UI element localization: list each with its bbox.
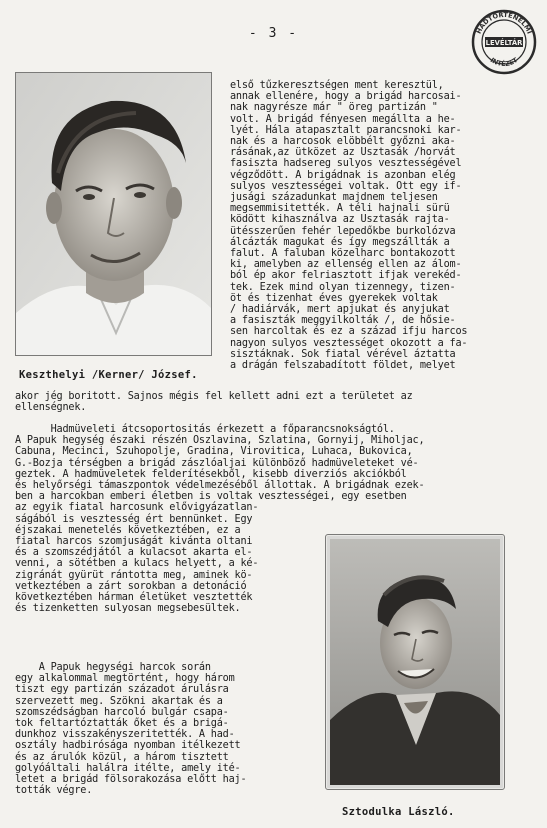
text-line: lyét. Hála atapasztalt parancsnoki kar- <box>230 124 462 136</box>
text-line: ki, amelyben az ellenség ellen az álom- <box>230 259 462 271</box>
right-column-text <box>230 80 467 371</box>
text-line: az egyik fiatal harcosunk elővigyázatlan- <box>15 502 259 514</box>
text-line: fiatal harcos szomjuságát kivánta oltani <box>15 536 253 548</box>
text-line: végződött. A brigádnak is azonban elég <box>230 169 456 181</box>
text-line: sen harcoltak és ez a század ifju harcos <box>230 326 468 338</box>
text-line: tiszt egy partizán századot árulásra <box>15 684 229 696</box>
text-line: volt. A brigád fényesen megállta a he- <box>230 113 456 125</box>
lower-left-text <box>15 662 246 796</box>
stamp-top-text: HADTÖRTÉNELMI <box>474 10 534 36</box>
text-line: egy alkalommal megtörtént, hogy három <box>15 673 235 685</box>
svg-text:INTÉZET <box>489 56 520 68</box>
text-line: letet a brigád fölsorakozása előtt haj- <box>15 774 247 786</box>
text-line: golyóáltali halálra itélte, amely ité- <box>15 762 241 774</box>
text-line: / hadiárvák, mert apjukat és anyjukat <box>230 304 450 316</box>
text-line: venni, a sötétben a kulacs helyett, a ké- <box>15 558 259 570</box>
text-line: és tizenketten sulyosan megsebesültek. <box>15 603 241 615</box>
text-line: a drágán felszabadított földet, melyet <box>230 360 456 372</box>
photo-caption-sztodulka: Sztodulka László. <box>342 806 455 818</box>
portrait-photo-keszthelyi <box>15 72 212 356</box>
text-line: szervezett meg. Szökni akartak és a <box>15 695 223 707</box>
photo-caption-keszthelyi: Keszthelyi /Kerner/ József. <box>19 369 198 381</box>
text-line: zigránát gyürüt rántotta meg, aminek kö- <box>15 569 253 581</box>
text-line: akor jég boritott. Sajnos mégis fel kellett adni ezt a területet az <box>15 391 413 402</box>
text-line: jusági századunkat majdnem teljesen <box>230 192 438 204</box>
text-line: ból ép akor felriasztott ifjak verekéd- <box>230 270 462 282</box>
stamp-center-text: LEVÉLTÁR <box>485 38 523 47</box>
text-line: ellenségnek. <box>15 402 87 414</box>
text-line: nagyon sulyos vesztességet okozott a fa- <box>230 337 468 349</box>
full-width-text <box>15 391 413 413</box>
text-line: tották végre. <box>15 785 93 797</box>
text-line: ságából is vesztesség ért bennünket. Egy <box>15 513 253 525</box>
text-line: megsemmisitették. A téli hajnali sürü <box>230 203 450 215</box>
text-line: ben a harcokban emberi életben is voltak vesztességei, egy esetben <box>15 491 407 503</box>
text-line: első tűzkeresztségen ment keresztül, <box>230 80 444 91</box>
text-line: tek. Ezek mind olyan tizennegy, tizen- <box>230 281 456 293</box>
svg-text:HADTÖRTÉNELMI <box>475 10 534 35</box>
page-number: - 3 - <box>248 26 299 41</box>
text-line: következtében hárman életüket vesztették <box>15 592 253 604</box>
text-line: A Papuk hegységi harcok során <box>15 662 211 673</box>
text-line: Cabuna, Mecinci, Szuhopolje, Gradina, Virovitica, Luhaca, Bukovica, <box>15 446 413 458</box>
text-line: tok feltartóztatták őket és a brigá- <box>15 718 229 730</box>
text-line: és helyőrségi támaszpontok védelmezéséből állottak. A brigádnak ezek- <box>15 480 425 492</box>
archive-stamp <box>470 8 538 76</box>
text-line: dunkhoz visszakényszeritették. A had- <box>15 729 235 741</box>
text-line: nak nagyrésze már " öreg partizán " <box>230 102 438 114</box>
text-line: álcázták magukat és így megszállták a <box>230 236 450 248</box>
text-line: rásának,az ütközet az Usztasák /horvát <box>230 147 456 159</box>
stamp-bottom-text: INTÉZET <box>488 56 520 69</box>
text-line: ködött kihasználva az Usztasák rajta- <box>230 214 450 226</box>
middle-section-text <box>15 424 424 614</box>
text-line: éjszakai menetelés következtében, ez a <box>15 524 241 536</box>
text-line: falut. A faluban közelharc bontakozott <box>230 248 456 260</box>
text-line: és az árulók közül, a három tisztett <box>15 751 229 763</box>
text-line: vetkeztében a zárt sorokban a detonáció <box>15 580 247 592</box>
text-line: annak ellenére, hogy a brigád harcosai- <box>230 91 462 103</box>
text-line: és a szomszédjától a kulacsot akarta el- <box>15 547 253 559</box>
text-line: geztek. A hadmüveletek felderítésekből, kisebb diverziós akciókból <box>15 468 407 480</box>
text-line: a fasiszták meggyilkolták /, de hősie- <box>230 315 456 327</box>
text-line: ütésszerűen fehér lepedőkbe burkolózva <box>230 225 456 237</box>
text-line: A Papuk hegység északi részén Oszlavina, Szlatina, Gornyij, Miholjac, <box>15 435 425 447</box>
text-line: szomszédságban harcoló bulgár csapa- <box>15 706 229 718</box>
text-line: Hadmüveleti átcsoportositás érkezett a főparancsnokságtól. <box>15 424 395 435</box>
text-line: sisztáknak. Sok fiatal vérével áztatta <box>230 348 456 360</box>
text-line: sulyos vesztességei voltak. Ott egy if- <box>230 180 462 192</box>
text-line: G.-Bozja térségben a brigád zászlóaljai különböző hadmüveleteket vé- <box>15 457 419 469</box>
text-line: nak és a harcosok elöbbélt győzni aka- <box>230 136 456 148</box>
text-line: fasiszta hadsereg sulyos vesztességével <box>230 158 462 170</box>
text-line: osztály hadbirósága nyomban itélkezett <box>15 740 241 752</box>
text-line: öt és tizenhat éves gyerekek voltak <box>230 292 438 304</box>
